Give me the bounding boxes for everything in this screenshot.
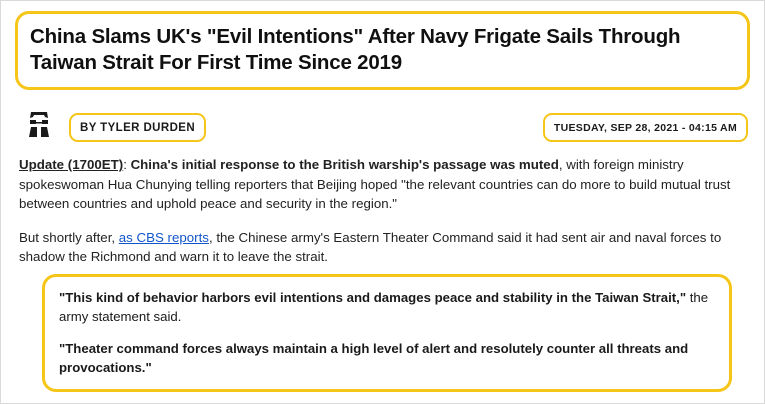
author-avatar-icon xyxy=(19,104,59,144)
update-colon: : xyxy=(123,157,131,172)
article-body xyxy=(19,155,749,281)
paragraph-update xyxy=(19,155,749,214)
update-label: Update (1700ET) xyxy=(19,157,124,172)
quote-1-attribution: the army statement said. xyxy=(59,290,709,324)
cbs-text-start: But shortly after, xyxy=(19,229,119,245)
quote-paragraph-2 xyxy=(59,339,715,377)
cbs-report-link[interactable]: as CBS reports xyxy=(118,229,209,245)
headline-container xyxy=(15,11,750,90)
quote-2-text: "Theater command forces always maintain a high level of alert and resolutely counter all threats and provocations." xyxy=(59,341,689,375)
timestamp-badge xyxy=(543,113,748,142)
author-badge[interactable] xyxy=(69,113,206,142)
quote-paragraph-1 xyxy=(59,288,715,326)
quote-container xyxy=(42,274,732,392)
article-timestamp: TUESDAY, SEP 28, 2021 - 04:15 AM xyxy=(553,122,737,134)
author-name: BY TYLER DURDEN xyxy=(80,122,196,134)
paragraph-cbs xyxy=(19,228,749,267)
update-lead-bold: China's initial response to the British warship's passage was muted xyxy=(130,157,559,172)
page-title: China Slams UK's "Evil Intentions" After Navy Frigate Sails Through Taiwan Strait For First Time Since 2019 xyxy=(30,25,681,74)
byline-row xyxy=(19,104,748,146)
quote-1-text: "This kind of behavior harbors evil intentions and damages peace and stability in the Taiwan Strait," xyxy=(59,290,687,305)
update-rest: , with foreign ministry spokeswoman Hua Chunying telling reporters that Beijing hoped "the relevant countries can do more to build mutual trust between countries and uphold peace and security in the region." xyxy=(19,157,731,211)
cbs-text-end: , the Chinese army's Eastern Theater Command said it had sent air and naval forces to shadow the Richmond and warn it to leave the strait. xyxy=(19,229,722,264)
